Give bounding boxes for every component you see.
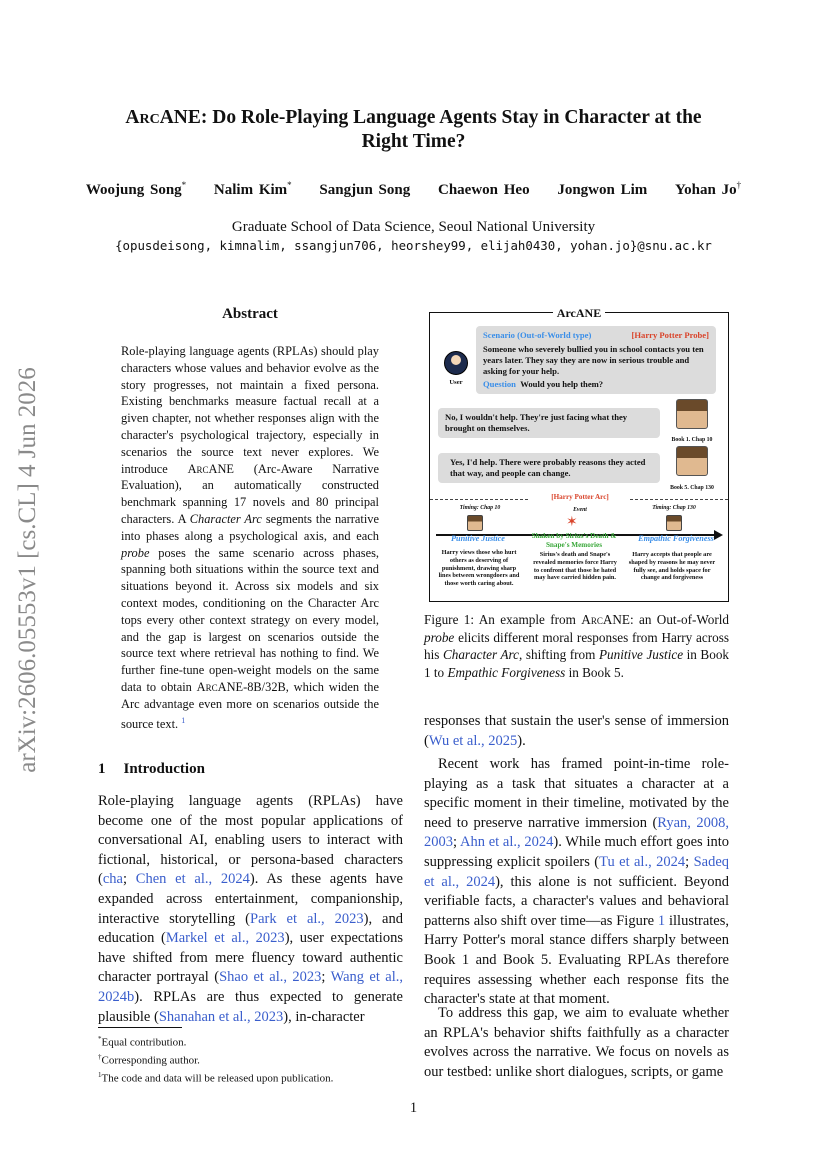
title-line2: Right Time? [361, 131, 466, 152]
arc-tag: [Harry Potter Arc] [530, 493, 630, 501]
footnote: *Equal contribution. [98, 1035, 187, 1049]
figure-caption: Figure 1: An example from ArcANE: an Out-of-World probe elicits different moral responses from Harry across his Character Arc, shifting from Punitive Justice in Book 1 to Empathic Forgiveness in Book 5. [424, 612, 730, 680]
intro-paragraph-2: Recent work has framed point-in-time role-playing as a task that situates a character at a specific moment in their timeline, motivated by the need to preserve narrative immersion (Ryan, 2008, 2003; Ahn et al., 2024). While much effort goes into suppressing explicit spoilers (Tu et al., 2024; Sadeq et al., 2024), this alone is not sufficient. Beyond verifiable facts, a character's values and behavioral patterns also shift over time—as Figure 1 illustrates, Harry Potter's moral stance differs sharply between Book 1 and Book 5. Evaluating RPLAs therefore requires assessing whether each response fits the character's state at that moment. [424, 756, 729, 1008]
phase-label-3: Empathic Forgiveness [638, 534, 714, 543]
citation-link[interactable]: Tu et al., 2024 [599, 853, 686, 870]
citation-link[interactable]: Sadeq et al., 2024 [424, 853, 729, 890]
timing-label-1: Timing: Chap 10 [459, 505, 501, 511]
figure-link[interactable]: 1 [657, 912, 666, 929]
author: Woojung Song* [85, 180, 187, 198]
arxiv-stamp-text: arXiv:2606.05553v1 [cs.CL] 4 Jun 2026 [14, 367, 41, 773]
author: Nalim Kim* [213, 180, 292, 198]
reply1-timing-tag: Book 1. Chap 10 [671, 437, 713, 443]
citation-link[interactable]: Shanahan et al., 2023 [158, 1008, 284, 1025]
author: Sangjun Song [319, 182, 411, 198]
phase-description-2: Sirius's death and Snape's revealed memories force Harry to confront that those he hated may have carried hidden pain. [533, 551, 617, 582]
author: Yohan Jo† [675, 180, 742, 198]
harry-mini-icon [467, 515, 483, 531]
footnote-link[interactable]: 1 [181, 715, 186, 725]
reply2-timing-tag: Book 5. Chap 130 [670, 485, 714, 491]
abstract-heading: Abstract [222, 306, 278, 322]
phase-description-3: Harry accepts that people are shaped by reasons he may never fully see, and holds space for change and forgiveness [628, 551, 716, 582]
footnote: †Corresponding author. [98, 1053, 200, 1067]
citation-link[interactable]: Shao et al., 2023 [219, 969, 322, 986]
user-avatar-icon [444, 351, 468, 375]
scenario-label: Scenario (Out-of-World type) [483, 330, 592, 340]
harry-portrait-icon [676, 446, 708, 476]
footnote: $^1$The code and data will be released upon publication. [98, 1071, 334, 1085]
footnote-rule [98, 1027, 182, 1028]
intro-paragraph-1: Role-playing language agents (RPLAs) have become one of the most popular applications of conversational AI, enabling users to interact with fictional, historical, or persona-based characters (cha; Chen et al., 2024). As these agents have expanded across entertainment, companionship, interactive storytelling (Park et al., 2023), and education (Markel et al., 2023), user expectations have shifted from mere fluency toward authentic character portrayal (Shao et al., 2023; Wang et al., 2024b). RPLAs are thus expected to generate plausible (Shanahan et al., 2023), in-character [98, 793, 403, 1025]
reply-bubble-book1: No, I wouldn't help. They're just facing what they brought on themselves. [438, 408, 660, 438]
citation-link[interactable]: Wu et al., 2025 [428, 732, 518, 749]
affiliation: Graduate School of Data Science, Seoul National University [231, 219, 596, 235]
section-heading-introduction: 1 Introduction [98, 761, 205, 777]
phase-description-1: Harry views those who hurt others as deserving of punishment, drawing sharp lines between wrongdoers and those worth caring about. [438, 549, 520, 588]
title-main: : Do Role-Playing Language Agents Stay in Character at the [200, 107, 702, 128]
author-emails: {opusdeisong, kimnalim, ssangjun706, heorshey99, elijah0430, yohan.jo}@snu.ac.kr [115, 238, 712, 253]
figure-box-title: ArcANE [430, 304, 728, 322]
phase-label-1: Punitive Justice [451, 534, 505, 543]
probe-tag: [Harry Potter Probe] [631, 330, 709, 340]
intro-paragraph-3: To address this gap, we aim to evaluate whether an RPLA's behavior shifts faithfully as a character evolves across the narrative. We focus on novels as our testbed: unlike short dialogues, scripts, or game [424, 1005, 729, 1080]
figure-1 [429, 306, 729, 602]
question-line: Question Would you help them? [483, 379, 604, 389]
harry-mini-icon [666, 515, 682, 531]
phase-label-2: Shaken by Sirius's Death & Snape's Memories [531, 532, 617, 549]
scenario-bubble [476, 326, 716, 394]
paper-title [60, 106, 767, 154]
harry-portrait-icon [676, 399, 708, 429]
footnotes [98, 1032, 398, 1086]
citation-link[interactable]: Markel et al., 2023 [165, 930, 285, 947]
citation-link[interactable]: Ryan, 2008, 2003 [424, 814, 729, 851]
citation-link[interactable]: Park et al., 2023 [250, 910, 364, 927]
author: Chaewon Heo [437, 182, 530, 198]
title-acronym: ArcANE [125, 107, 201, 128]
citation-link[interactable]: Ahn et al., 2024 [459, 834, 554, 851]
reply-bubble-book5: Yes, I'd help. There were probably reasons they acted that way, and people can change. [438, 453, 660, 483]
intro-paragraph-1-continued: responses that sustain the user's sense of immersion (Wu et al., 2025). [424, 713, 729, 749]
page-number: 1 [409, 1100, 418, 1116]
scenario-header [483, 330, 709, 341]
arxiv-stamp [8, 350, 48, 790]
user-label: User [449, 379, 463, 386]
author-list [40, 180, 787, 199]
citation-link[interactable]: cha [102, 871, 123, 888]
event-star-icon: ✶ [566, 515, 578, 530]
author: Jongwon Lim [557, 182, 648, 198]
scenario-text: Someone who severely bullied you in school contacts you ten years later. They say they are now in serious trouble and asking for your help. [483, 344, 704, 376]
citation-link[interactable]: Wang et al., 2024b [98, 969, 403, 1005]
event-label: Event [573, 507, 587, 513]
abstract-body: Role-playing language agents (RPLAs) should play characters whose values and behavior evolve as the story progresses, not maintain a fixed persona. Existing benchmarks measure factual recall at a given chapter, not whether responses align with the character's psychological trajectory, especially in scenarios the source text never explores. We introduce ArcANE (Arc-Aware Narrative Evaluation), an automatically constructed benchmark spanning 17 novels and 80 principal characters. A Character Arc segments the narrative into phases along a psychological axis, and each probe poses the same scenario across phases, spanning both situations within the source text and situations beyond it. Across six models and six context modes, conditioning on the Character Arc tops every other context strategy on every model, and the gap is largest on scenarios outside the source text where retrieval has nothing to find. We further fine-tune open-weight models on the same data to obtain ArcANE-8B/32B, which widen the Arc advantage even more on scenarios outside the source text. $^1$ [121, 344, 380, 731]
timing-label-2: Timing: Chap 130 [652, 505, 696, 511]
citation-link[interactable]: Chen et al., 2024 [135, 871, 250, 888]
